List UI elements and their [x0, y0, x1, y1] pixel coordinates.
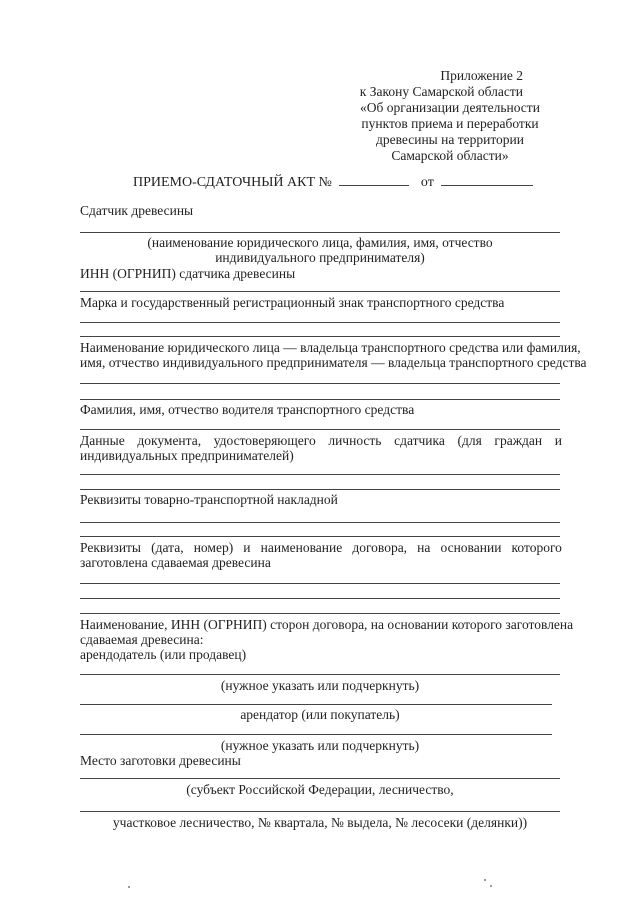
contract-line[interactable] — [80, 583, 560, 584]
place-hint: (субъект Российской Федерации, лесничество, — [186, 782, 454, 797]
title-prefix: ПРИЕМО-СДАТОЧНЫЙ АКТ № — [133, 175, 332, 190]
contract-label-word: Реквизиты — [80, 540, 142, 555]
id-label-word: сдатчика — [394, 433, 445, 448]
driver-line[interactable] — [80, 429, 560, 430]
scan-speck — [128, 886, 130, 888]
waybill-label: Реквизиты товарно-транспортной накладной — [80, 492, 338, 507]
lessee-label: арендатор (или покупатель) — [240, 707, 400, 722]
vehicle-label: Марка и государственный регистрационный знак транспортного средства — [80, 295, 505, 310]
owner-line[interactable] — [80, 399, 560, 400]
lessee-line[interactable] — [80, 734, 552, 735]
scan-speck — [490, 885, 492, 887]
document-title — [133, 173, 533, 191]
parties-label: Наименование, ИНН (ОГРНИП) сторон договора, на основании которого заготовлена — [80, 617, 574, 632]
act-date-field[interactable] — [441, 173, 533, 186]
appendix-line: к Закону Самарской области — [359, 84, 523, 99]
contract-label-word: (дата, — [151, 540, 184, 555]
id-label-word: удостоверяющего — [213, 433, 316, 448]
appendix-line: «Об организации деятельности — [360, 100, 540, 115]
contract-label-word: номер) — [193, 540, 234, 555]
seller-hint: индивидуального предпринимателя) — [215, 250, 425, 265]
contract-line[interactable] — [80, 598, 560, 599]
contract-label-word: которого — [511, 540, 562, 555]
seller-hint: (наименование юридического лица, фамилия, имя, отчество — [147, 235, 493, 250]
scan-speck — [484, 879, 486, 881]
title-from: от — [420, 175, 434, 190]
lessor-hint: (нужное указать или подчеркнуть) — [220, 678, 420, 693]
seller-line[interactable] — [80, 232, 560, 233]
appendix-line: пунктов приема и переработки — [361, 116, 539, 131]
id-line[interactable] — [80, 474, 560, 475]
id-label-word: граждан — [494, 433, 543, 448]
id-label-word: документа, — [137, 433, 202, 448]
contract-label-word: на — [417, 540, 431, 555]
place-hint: участковое лесничество, № квартала, № выдела, № лесосеки (делянки)) — [112, 815, 528, 830]
act-number-field[interactable] — [339, 173, 409, 186]
contract-label-word: и — [243, 540, 251, 555]
waybill-line[interactable] — [80, 522, 560, 523]
id-label — [80, 433, 562, 449]
lessee-hint: (нужное указать или подчеркнуть) — [220, 738, 420, 753]
driver-label: Фамилия, имя, отчество водителя транспортного средства — [80, 402, 415, 417]
lessor-line[interactable] — [80, 674, 560, 675]
vehicle-line[interactable] — [80, 336, 560, 337]
waybill-line[interactable] — [80, 536, 560, 537]
id-line[interactable] — [80, 489, 560, 490]
appendix-line: Приложение 2 — [440, 68, 523, 83]
owner-label: имя, отчество индивидуального предпринимателя — владельца транспортного средства — [80, 355, 587, 370]
id-label: индивидуальных предпринимателей) — [80, 448, 294, 463]
contract-label-word: наименование — [260, 540, 343, 555]
place-label: Место заготовки древесины — [80, 753, 241, 768]
lessor-label: арендодатель (или продавец) — [80, 647, 247, 662]
contract-label-word: договора, — [352, 540, 408, 555]
contract-line[interactable] — [80, 613, 560, 614]
lessor-line[interactable] — [80, 704, 552, 705]
inn-label: ИНН (ОГРНИП) сдатчика древесины — [80, 266, 296, 281]
place-line[interactable] — [80, 778, 560, 779]
vehicle-line[interactable] — [80, 322, 560, 323]
contract-label: заготовлена сдаваемая древесина — [80, 555, 271, 570]
id-label-word: (для — [457, 433, 482, 448]
inn-line[interactable] — [80, 291, 560, 292]
seller-label: Сдатчик древесины — [80, 203, 194, 218]
appendix-line: Самарской области» — [391, 148, 509, 163]
place-line[interactable] — [80, 811, 560, 812]
owner-line[interactable] — [80, 383, 560, 384]
contract-label-word: основании — [440, 540, 502, 555]
appendix-line: древесины на территории — [376, 132, 524, 147]
owner-label: Наименование юридического лица — владельца транспортного средства или фамилия, — [80, 340, 581, 355]
contract-label — [80, 540, 562, 556]
id-label-word: личность — [328, 433, 382, 448]
id-label-word: и — [554, 433, 562, 448]
id-label-word: Данные — [80, 433, 125, 448]
parties-label: сдаваемая древесина: — [80, 632, 204, 647]
